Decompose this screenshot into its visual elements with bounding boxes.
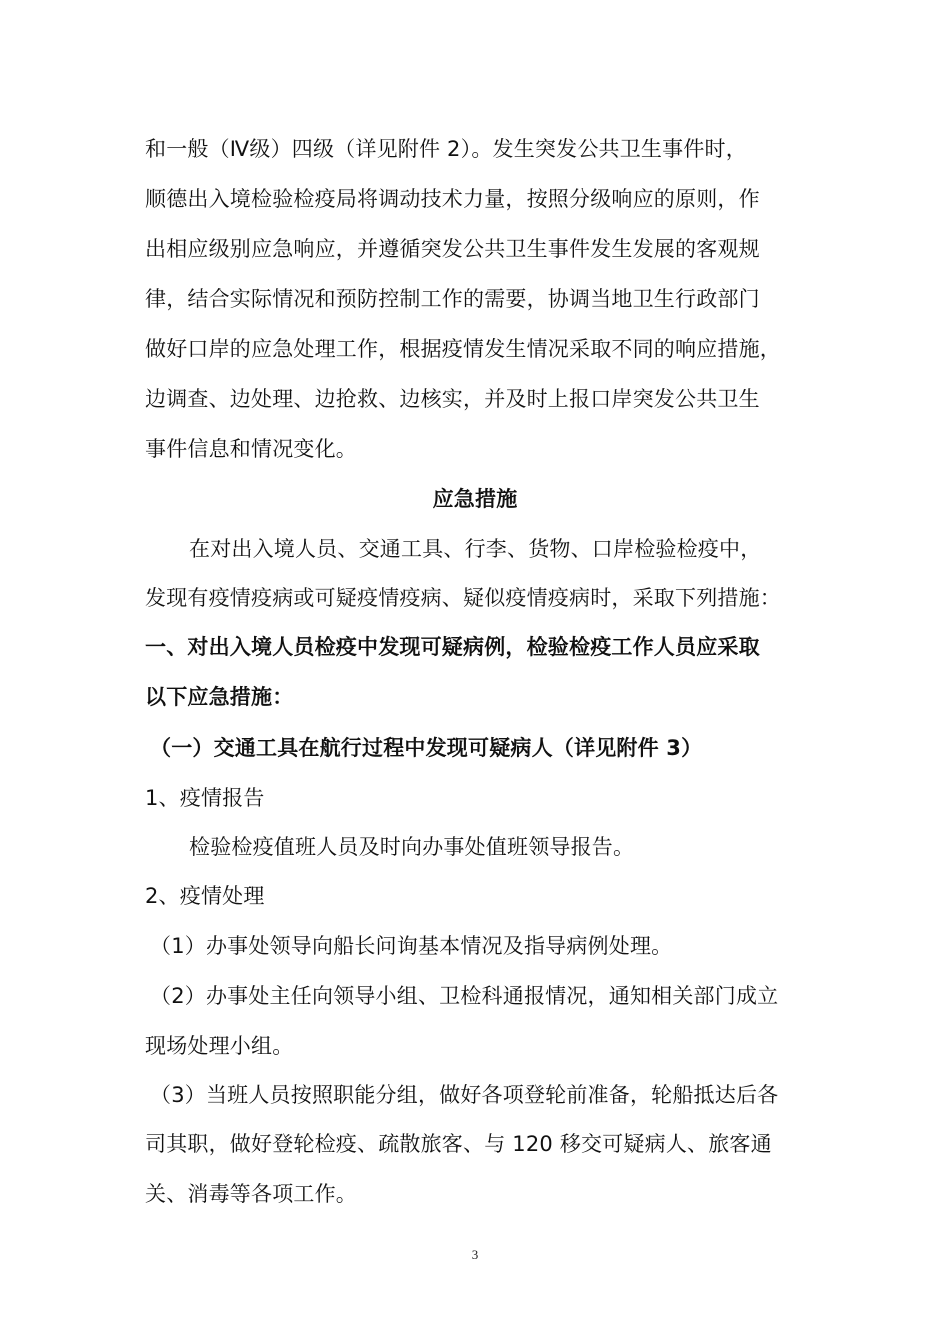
list-item-heading-2: 2、疫情处理 bbox=[145, 884, 265, 908]
section-heading: 应急措施 bbox=[432, 487, 518, 511]
sub-item-1: （1）办事处领导向船长问询基本情况及指导病例处理。 bbox=[150, 934, 673, 958]
paragraph-line-1: 和一般（Ⅳ级）四级（详见附件 2）。发生突发公共卫生事件时， bbox=[145, 137, 747, 161]
sub-item-2-line-2: 现场处理小组。 bbox=[145, 1034, 294, 1058]
sub-item-3-line-3: 关、消毒等各项工作。 bbox=[145, 1182, 357, 1206]
paragraph-line-3: 出相应级别应急响应，并遵循突发公共卫生事件发生发展的客观规 bbox=[145, 237, 760, 261]
paragraph-line-9: 发现有疫情疫病或可疑疫情疫病、疑似疫情疫病时，采取下列措施： bbox=[145, 586, 781, 610]
paragraph-line-7: 事件信息和情况变化。 bbox=[145, 437, 357, 461]
list-item-body-1: 检验检疫值班人员及时向办事处值班领导报告。 bbox=[189, 835, 635, 859]
paragraph-line-2: 顺德出入境检验检疫局将调动技术力量，按照分级响应的原则，作 bbox=[145, 187, 760, 211]
paragraph-line-6: 边调查、边处理、边抢救、边核实，并及时上报口岸突发公共卫生 bbox=[145, 387, 760, 411]
sub-item-3-line-2: 司其职，做好登轮检疫、疏散旅客、与 120 移交可疑病人、旅客通 bbox=[145, 1132, 772, 1156]
paragraph-line-5: 做好口岸的应急处理工作，根据疫情发生情况采取不同的响应措施， bbox=[145, 337, 781, 361]
sub-item-2-line-1: （2）办事处主任向领导小组、卫检科通报情况，通知相关部门成立 bbox=[150, 984, 779, 1008]
sub-item-3-line-1: （3）当班人员按照职能分组，做好各项登轮前准备，轮船抵达后各 bbox=[150, 1083, 779, 1107]
list-item-heading-1: 1、疫情报告 bbox=[145, 786, 265, 810]
page-number: 3 bbox=[471, 1247, 479, 1262]
paragraph-line-4: 律，结合实际情况和预防控制工作的需要，协调当地卫生行政部门 bbox=[145, 287, 760, 311]
subheading-line-2: 以下应急措施： bbox=[145, 685, 294, 709]
paragraph-line-8: 在对出入境人员、交通工具、行李、货物、口岸检验检疫中， bbox=[189, 537, 762, 561]
subsection-heading: （一）交通工具在航行过程中发现可疑病人（详见附件 3） bbox=[150, 736, 703, 760]
subheading-line-1: 一、对出入境人员检疫中发现可疑病例，检验检疫工作人员应采取 bbox=[145, 635, 760, 659]
